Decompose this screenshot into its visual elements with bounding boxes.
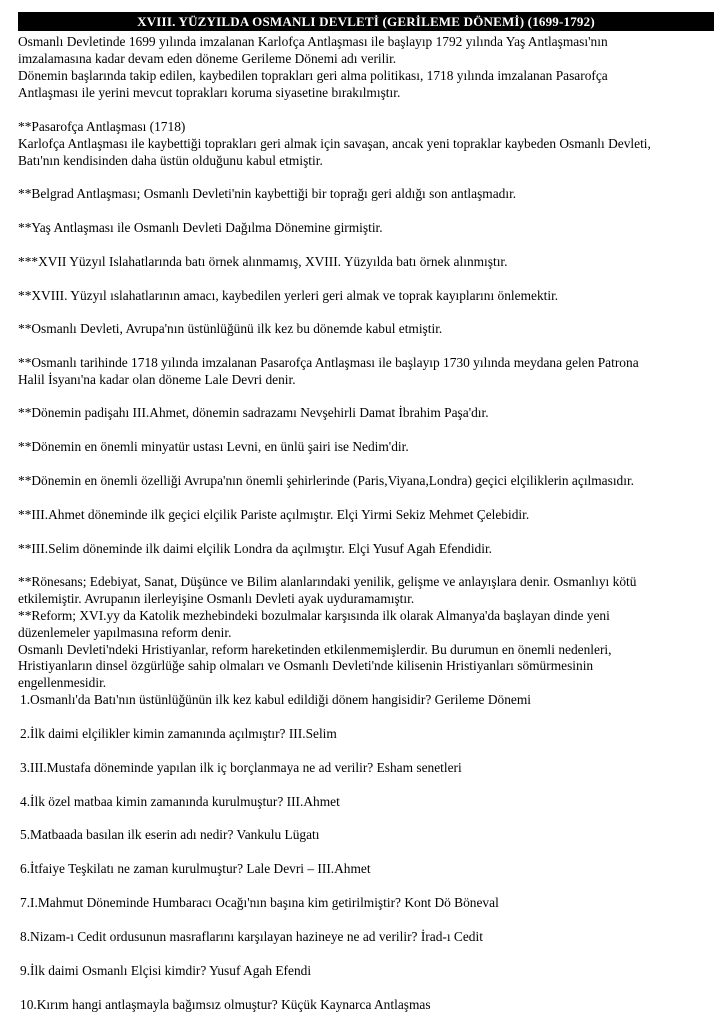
question-item: 4.İlk özel matbaa kimin zamanında kurulmuştur? III.Ahmet bbox=[20, 794, 340, 809]
note-reform: engellenmesidir. bbox=[18, 675, 107, 690]
note-yas: **Yaş Antlaşması ile Osmanlı Devleti Dağılma Dönemine girmiştir. bbox=[18, 220, 383, 235]
note-reform: Osmanlı Devleti'ndeki Hristiyanlar, reform hareketinden etkilenmemişlerdir. Bu durumun en önemli nedenleri, bbox=[18, 642, 612, 657]
note-padisah: **Dönemin padişahı III.Ahmet, dönemin sadrazamı Nevşehirli Damat İbrahim Paşa'dır. bbox=[18, 405, 489, 420]
intro-line: Dönemin başlarında takip edilen, kaybedilen toprakları geri alma politikası, 1718 yılında imzalanan Pasarofça bbox=[18, 68, 608, 83]
pasarofca-text: Karlofça Antlaşması ile kaybettiği toprakları geri almak için savaşan, ancak yeni topraklar kaybeden Osmanlı Devleti, bbox=[18, 136, 651, 151]
question-item: 8.Nizam-ı Cedit ordusunun masraflarını karşılayan hazineye ne ad verilir? İrad-ı Cedit bbox=[20, 929, 483, 944]
question-item: 2.İlk daimi elçilikler kimin zamanında açılmıştır? III.Selim bbox=[20, 726, 337, 741]
note-reform: Hristiyanların dinsel özgürlüğe sahip olmaları ve Osmanlı Devleti'nde kilisenin Hristiyanları sömürmesinin bbox=[18, 658, 594, 673]
page-title: XVIII. YÜZYILDA OSMANLI DEVLETİ (GERİLEME DÖNEMİ) (1699-1792) bbox=[18, 12, 714, 31]
note-belgrad: **Belgrad Antlaşması; Osmanlı Devleti'nin kaybettiği bir toprağı geri aldığı son antlaşmadır. bbox=[18, 186, 517, 201]
note-reform: düzenlemeler yapılmasına reform denir. bbox=[18, 625, 232, 640]
intro-line: imzalamasına kadar devam eden döneme Gerileme Dönemi adı verilir. bbox=[18, 51, 397, 66]
note-avrupa: **Osmanlı Devleti, Avrupa'nın üstünlüğünü ilk kez bu dönemde kabul etmiştir. bbox=[18, 321, 443, 336]
note-selim-elci: **III.Selim döneminde ilk daimi elçilik Londra da açılmıştır. Elçi Yusuf Agah Efendidir. bbox=[18, 541, 493, 556]
pasarofca-heading: **Pasarofça Antlaşması (1718) bbox=[18, 119, 186, 134]
intro-line: Antlaşması ile yerini mevcut toprakları koruma siyasetine bırakılmıştır. bbox=[18, 85, 401, 100]
note-xvii: ***XVII Yüzyıl Islahatlarında batı örnek alınmamış, XVIII. Yüzyılda batı örnek alınmıştır. bbox=[18, 254, 508, 269]
note-xviii: **XVIII. Yüzyıl ıslahatlarının amacı, kaybedilen yerleri geri almak ve toprak kayıplarını önlemektir. bbox=[18, 288, 559, 303]
question-item: 3.III.Mustafa döneminde yapılan ilk iç borçlanmaya ne ad verilir? Esham senetleri bbox=[20, 760, 462, 775]
note-ahmet-elci: **III.Ahmet döneminde ilk geçici elçilik Pariste açılmıştır. Elçi Yirmi Sekiz Mehmet Çelebidir. bbox=[18, 507, 530, 522]
note-ronesans: etkilemiştir. Avrupanın ilerleyişine Osmanlı Devleti ayak uyduramamıştır. bbox=[18, 591, 415, 606]
question-item: 5.Matbaada basılan ilk eserin adı nedir? Vankulu Lügatı bbox=[20, 827, 320, 842]
question-item: 10.Kırım hangi antlaşmayla bağımsız olmuştur? Küçük Kaynarca Antlaşmas bbox=[20, 997, 431, 1012]
note-reform: **Reform; XVI.yy da Katolik mezhebindeki bozulmalar karşısında ilk olarak Almanya'da başlayan dinde yeni bbox=[18, 608, 610, 623]
note-ronesans: **Rönesans; Edebiyat, Sanat, Düşünce ve Bilim alanlarındaki yenilik, gelişme ve anlayışlara denir. Osmanlıyı kötü bbox=[18, 574, 637, 589]
question-item: 1.Osmanlı'da Batı'nın üstünlüğünün ilk kez kabul edildiği dönem hangisidir? Gerileme Dönemi bbox=[20, 692, 531, 707]
note-lale-devri: Halil İsyanı'na kadar olan döneme Lale Devri denir. bbox=[18, 372, 296, 387]
pasarofca-text: Batı'nın kendisinden daha üstün olduğunu kabul etmiştir. bbox=[18, 153, 323, 168]
question-item: 7.I.Mahmut Döneminde Humbaracı Ocağı'nın başına kim getirilmiştir? Kont Dö Böneval bbox=[20, 895, 499, 910]
intro-line: Osmanlı Devletinde 1699 yılında imzalanan Karlofça Antlaşması ile başlayıp 1792 yılında Yaş Antlaşması'nın bbox=[18, 34, 608, 49]
question-item: 9.İlk daimi Osmanlı Elçisi kimdir? Yusuf Agah Efendi bbox=[20, 963, 312, 978]
note-elcilik: **Dönemin en önemli özelliği Avrupa'nın önemli şehirlerinde (Paris,Viyana,Londra) geçici elçiliklerin açılmasıdır. bbox=[18, 473, 635, 488]
question-item: 6.İtfaiye Teşkilatı ne zaman kurulmuştur? Lale Devri – III.Ahmet bbox=[20, 861, 371, 876]
note-lale-devri: **Osmanlı tarihinde 1718 yılında imzalanan Pasarofça Antlaşması ile başlayıp 1730 yılında meydana gelen Patrona bbox=[18, 355, 639, 370]
note-levni: **Dönemin en önemli minyatür ustası Levni, en ünlü şairi ise Nedim'dir. bbox=[18, 439, 409, 454]
